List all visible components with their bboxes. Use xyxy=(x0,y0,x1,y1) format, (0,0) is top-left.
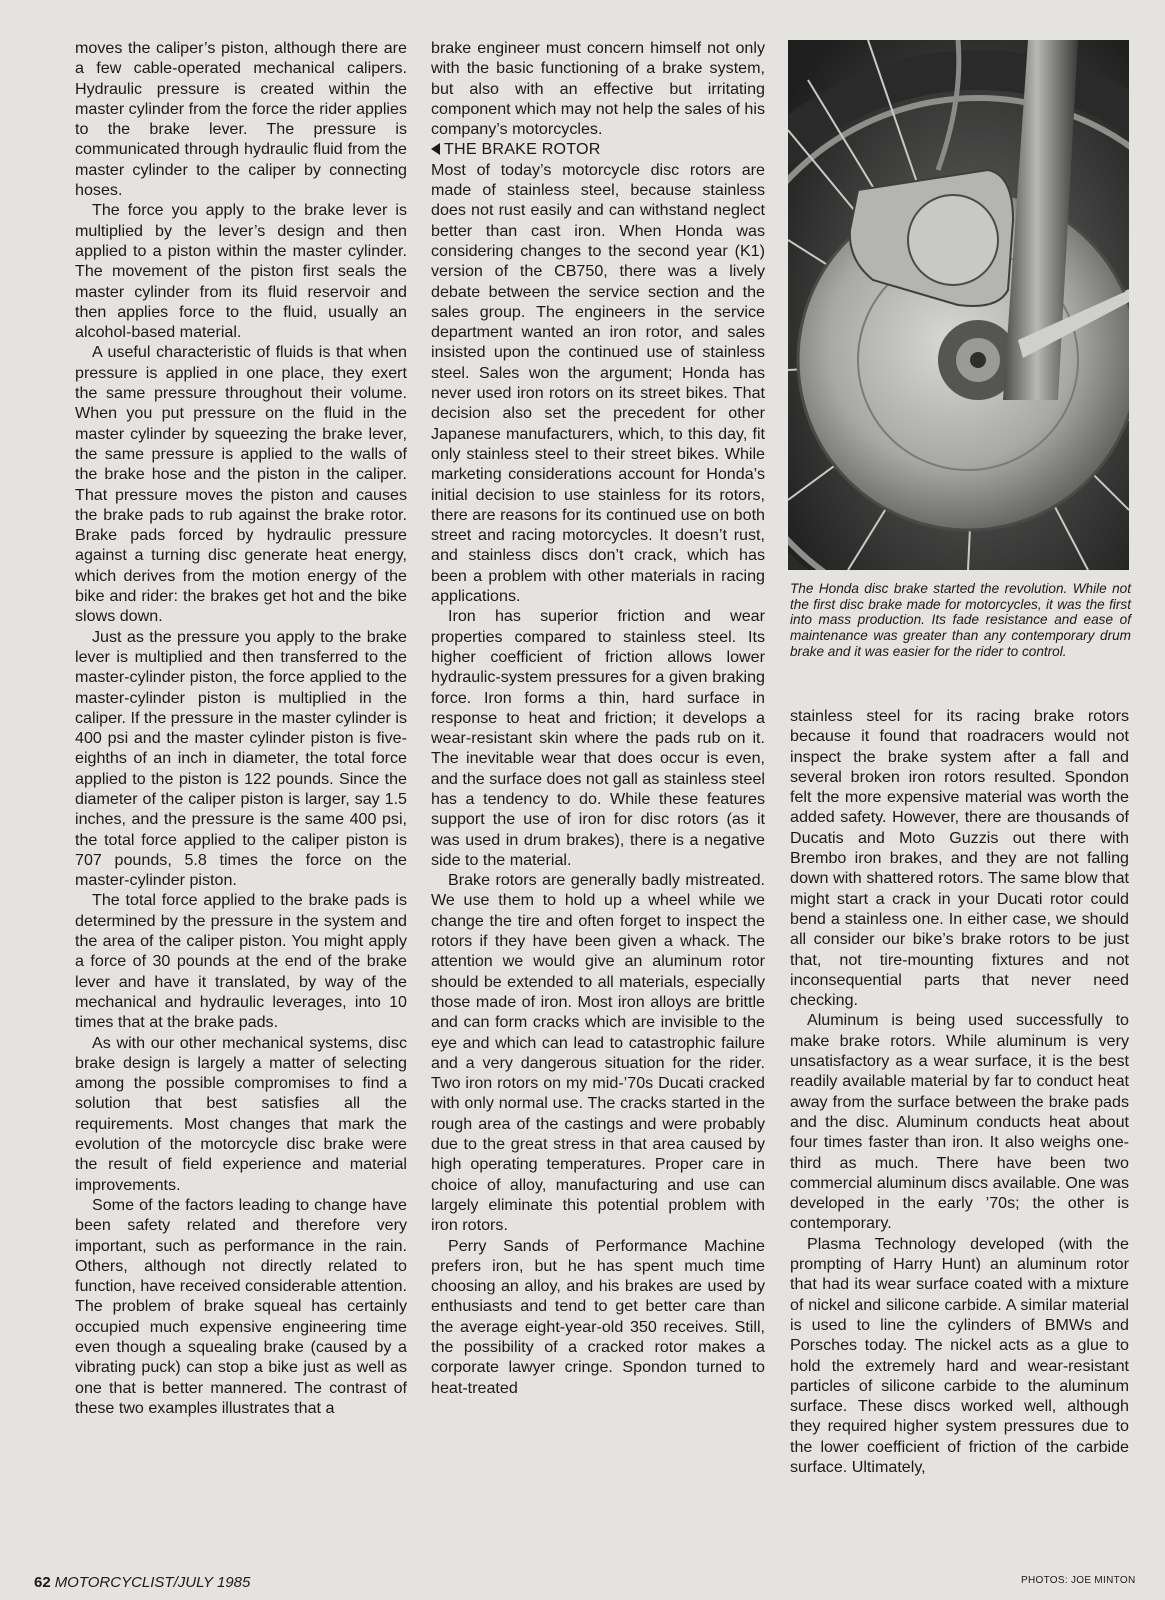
text-column-1 xyxy=(75,38,407,1418)
photo-credit: PHOTOS: JOE MINTON xyxy=(1021,1575,1136,1586)
paragraph: The total force applied to the brake pads is determined by the pressure in the system and the area of the caliper piston. You might apply a force of 30 pounds at the end of the brake lever and have it translated, by way of the mechanical and hydraulic leverages, into 10 times that at the brake pads. xyxy=(75,891,407,1032)
section-subhead xyxy=(431,139,765,159)
paragraph: Some of the factors leading to change have been safety related and therefore very important, such as performance in the rain. Others, although not directly related to function, have received considerable attention. The problem of brake squeal has certainly occupied much expensive engineering time even though a squealing brake (caused by a vibrating puck) can stop a bike just as well as one that is better mannered. The contrast of these two examples illustrates that a xyxy=(75,1195,407,1417)
paragraph: As with our other mechanical systems, disc brake design is largely a matter of selecting among the possible compromises to find a solution that best satisfies all the requirements. Most changes that mark the evolution of the motorcycle disc brake were the result of field experience and material improvements. xyxy=(75,1033,407,1194)
text-column-3 xyxy=(790,706,1129,1477)
paragraph: A useful characteristic of fluids is that when pressure is applied in one place, they exert the same pressure throughout their volume. When you put pressure on the fluid in the master cylinder by squeezing the brake lever, the same pressure is applied to the walls of the brake hose and the piston in the caliper. That pressure moves the piston and causes the brake pads to rub against the brake rotor. Brake pads forced by hydraulic pressure against a turning disc generate heat energy, which derives from the motion energy of the bike and rider: the brakes get hot and the bike slows down. xyxy=(75,343,407,626)
paragraph: stainless steel for its racing brake rotors because it found that roadracers would not inspect the brake system after a fall and several broken iron rotors resulted. Spondon felt the more expensive material was worth the added safety. However, there are thousands of Ducatis and Moto Guzzis out there with Brembo iron brakes, and they are not falling down with shattered rotors. The same blow that might start a crack in your Ducati rotor could bend a stainless one. In either case, we should all consider our bike’s brake rotors to be just that, not tire-mounting fixtures and not inconsequential parts that never need checking. xyxy=(790,707,1129,1010)
paragraph: Most of today’s motorcycle disc rotors are made of stainless steel, because stainless does not rust easily and can withstand neglect better than cast iron. When Honda was considering changes to the second year (K1) version of the CB750, there was a lively debate between the service section and the sales group. The engineers in the service department wanted an iron rotor, and sales insisted upon the continued use of stainless steel. Sales won the argument; Honda has never used iron rotors on its street bikes. That decision also set the precedent for other Japanese manufacturers, which, to this day, fit only stainless steel to their street bikes. While marketing considerations account for Honda’s initial decision to use stainless for its rotors, there are reasons for its continued use on both street and racing motorcycles. It doesn’t rust, and stainless discs don’t crack, which has been a problem with other materials in racing applications. xyxy=(431,160,765,606)
paragraph: Perry Sands of Performance Machine prefers iron, but he has spent much time choosing an alloy, and his brakes are used by enthusiasts and tend to get better care than the average eight-year-old 350 receives. Still, the possibility of a cracked rotor makes a corporate lawyer cringe. Spondon turned to heat-treated xyxy=(431,1236,765,1397)
paragraph: The force you apply to the brake lever is multiplied by the lever’s design and then applied to a piston within the master cylinder. The movement of the piston first seals the master cylinder from its fluid reservoir and then applies force to the fluid, usually an alcohol-based material. xyxy=(75,201,407,342)
paragraph: Aluminum is being used successfully to make brake rotors. While aluminum is very unsatisfactory as a wear surface, it is the best readily available material by far to conduct heat away from the surface between the brake pads and the disc. Aluminum conducts heat about four times faster than iron. It also weighs one-third as much. There have been two commercial aluminum discs available. One was developed in the early ’70s; the other is contemporary. xyxy=(790,1011,1129,1233)
page-number: 62 xyxy=(34,1574,51,1591)
paragraph: brake engineer must concern himself not only with the basic functioning of a brake system, but also with an effective but irritating component which may not help the sales of his company’s motorcycles. xyxy=(431,39,765,139)
page-footer xyxy=(34,1574,250,1591)
triangle-marker-icon xyxy=(431,143,440,155)
paragraph: Brake rotors are generally badly mistreated. We use them to hold up a wheel while we change the tire and often forget to inspect the rotors if they have been given a whack. The attention we would give an aluminum rotor should be extended to all materials, especially those made of iron. Most iron alloys are brittle and can form cracks which are invisible to the eye and which can lead to catastrophic failure and a very dangerous situation for the rider. Two iron rotors on my mid-’70s Ducati cracked with only normal use. The cracks started in the rough area of the castings and were probably due to the great stress in that area caused by high operating temperatures. Proper care in choice of alloy, manufacturing and use can largely eliminate this potential problem with iron rotors. xyxy=(431,871,765,1235)
subhead-text: THE BRAKE ROTOR xyxy=(444,140,601,159)
text-column-2 xyxy=(431,38,765,1398)
disc-brake-photo xyxy=(788,40,1129,570)
disc-brake-photo-illustration xyxy=(788,40,1129,570)
paragraph: moves the caliper’s piston, although there are a few cable-operated mechanical calipers. Hydraulic pressure is created within the master cylinder from the force the rider applies to the brake lever. The pressure is communicated through hydraulic fluid from the master cylinder to the caliper by connecting hoses. xyxy=(75,39,407,200)
paragraph: Iron has superior friction and wear properties compared to stainless steel. Its higher coefficient of friction allows lower hydraulic-system pressures for a given braking force. Iron forms a thin, hard surface in response to heat and friction; it develops a wear-resistant skin where the pads rub on it. The inevitable wear that does occur is even, and the surface does not gall as stainless steel has a tendency to do. While these features support the use of iron for disc rotors (as it was used in drum brakes), there is a negative side to the material. xyxy=(431,607,765,869)
photo-caption: The Honda disc brake started the revolution. While not the first disc brake made for motorcycles, it was the first into mass production. Its fade resistance and ease of maintenance was greater than any contemporary drum brake and it was easier for the rider to control. xyxy=(790,581,1131,659)
paragraph: Plasma Technology developed (with the prompting of Harry Hunt) an aluminum rotor that had its wear surface coated with a mixture of nickel and silicone carbide. A similar material is used to line the cylinders of BMWs and Porsches today. The nickel acts as a glue to hold the extremely hard and wear-resistant particles of silicone carbide to the aluminum surface. These discs worked well, although they required higher system pressures due to the lower coefficient of friction of the carbide surface. Ultimately, xyxy=(790,1234,1129,1476)
paragraph: Just as the pressure you apply to the brake lever is multiplied and then transferred to the master-cylinder piston, the force applied to the master-cylinder piston is multiplied in the caliper. If the pressure in the master cylinder is 400 psi and the master cylinder piston is five-eighths of an inch in diameter, the total force applied to the piston is 122 pounds. Since the diameter of the caliper piston is larger, say 1.5 inches, and the pressure is the same 400 psi, the total force applied to the caliper piston is 707 pounds, 5.8 times the force on the master-cylinder piston. xyxy=(75,627,407,890)
publication-line: MOTORCYCLIST/JULY 1985 xyxy=(54,1574,251,1591)
